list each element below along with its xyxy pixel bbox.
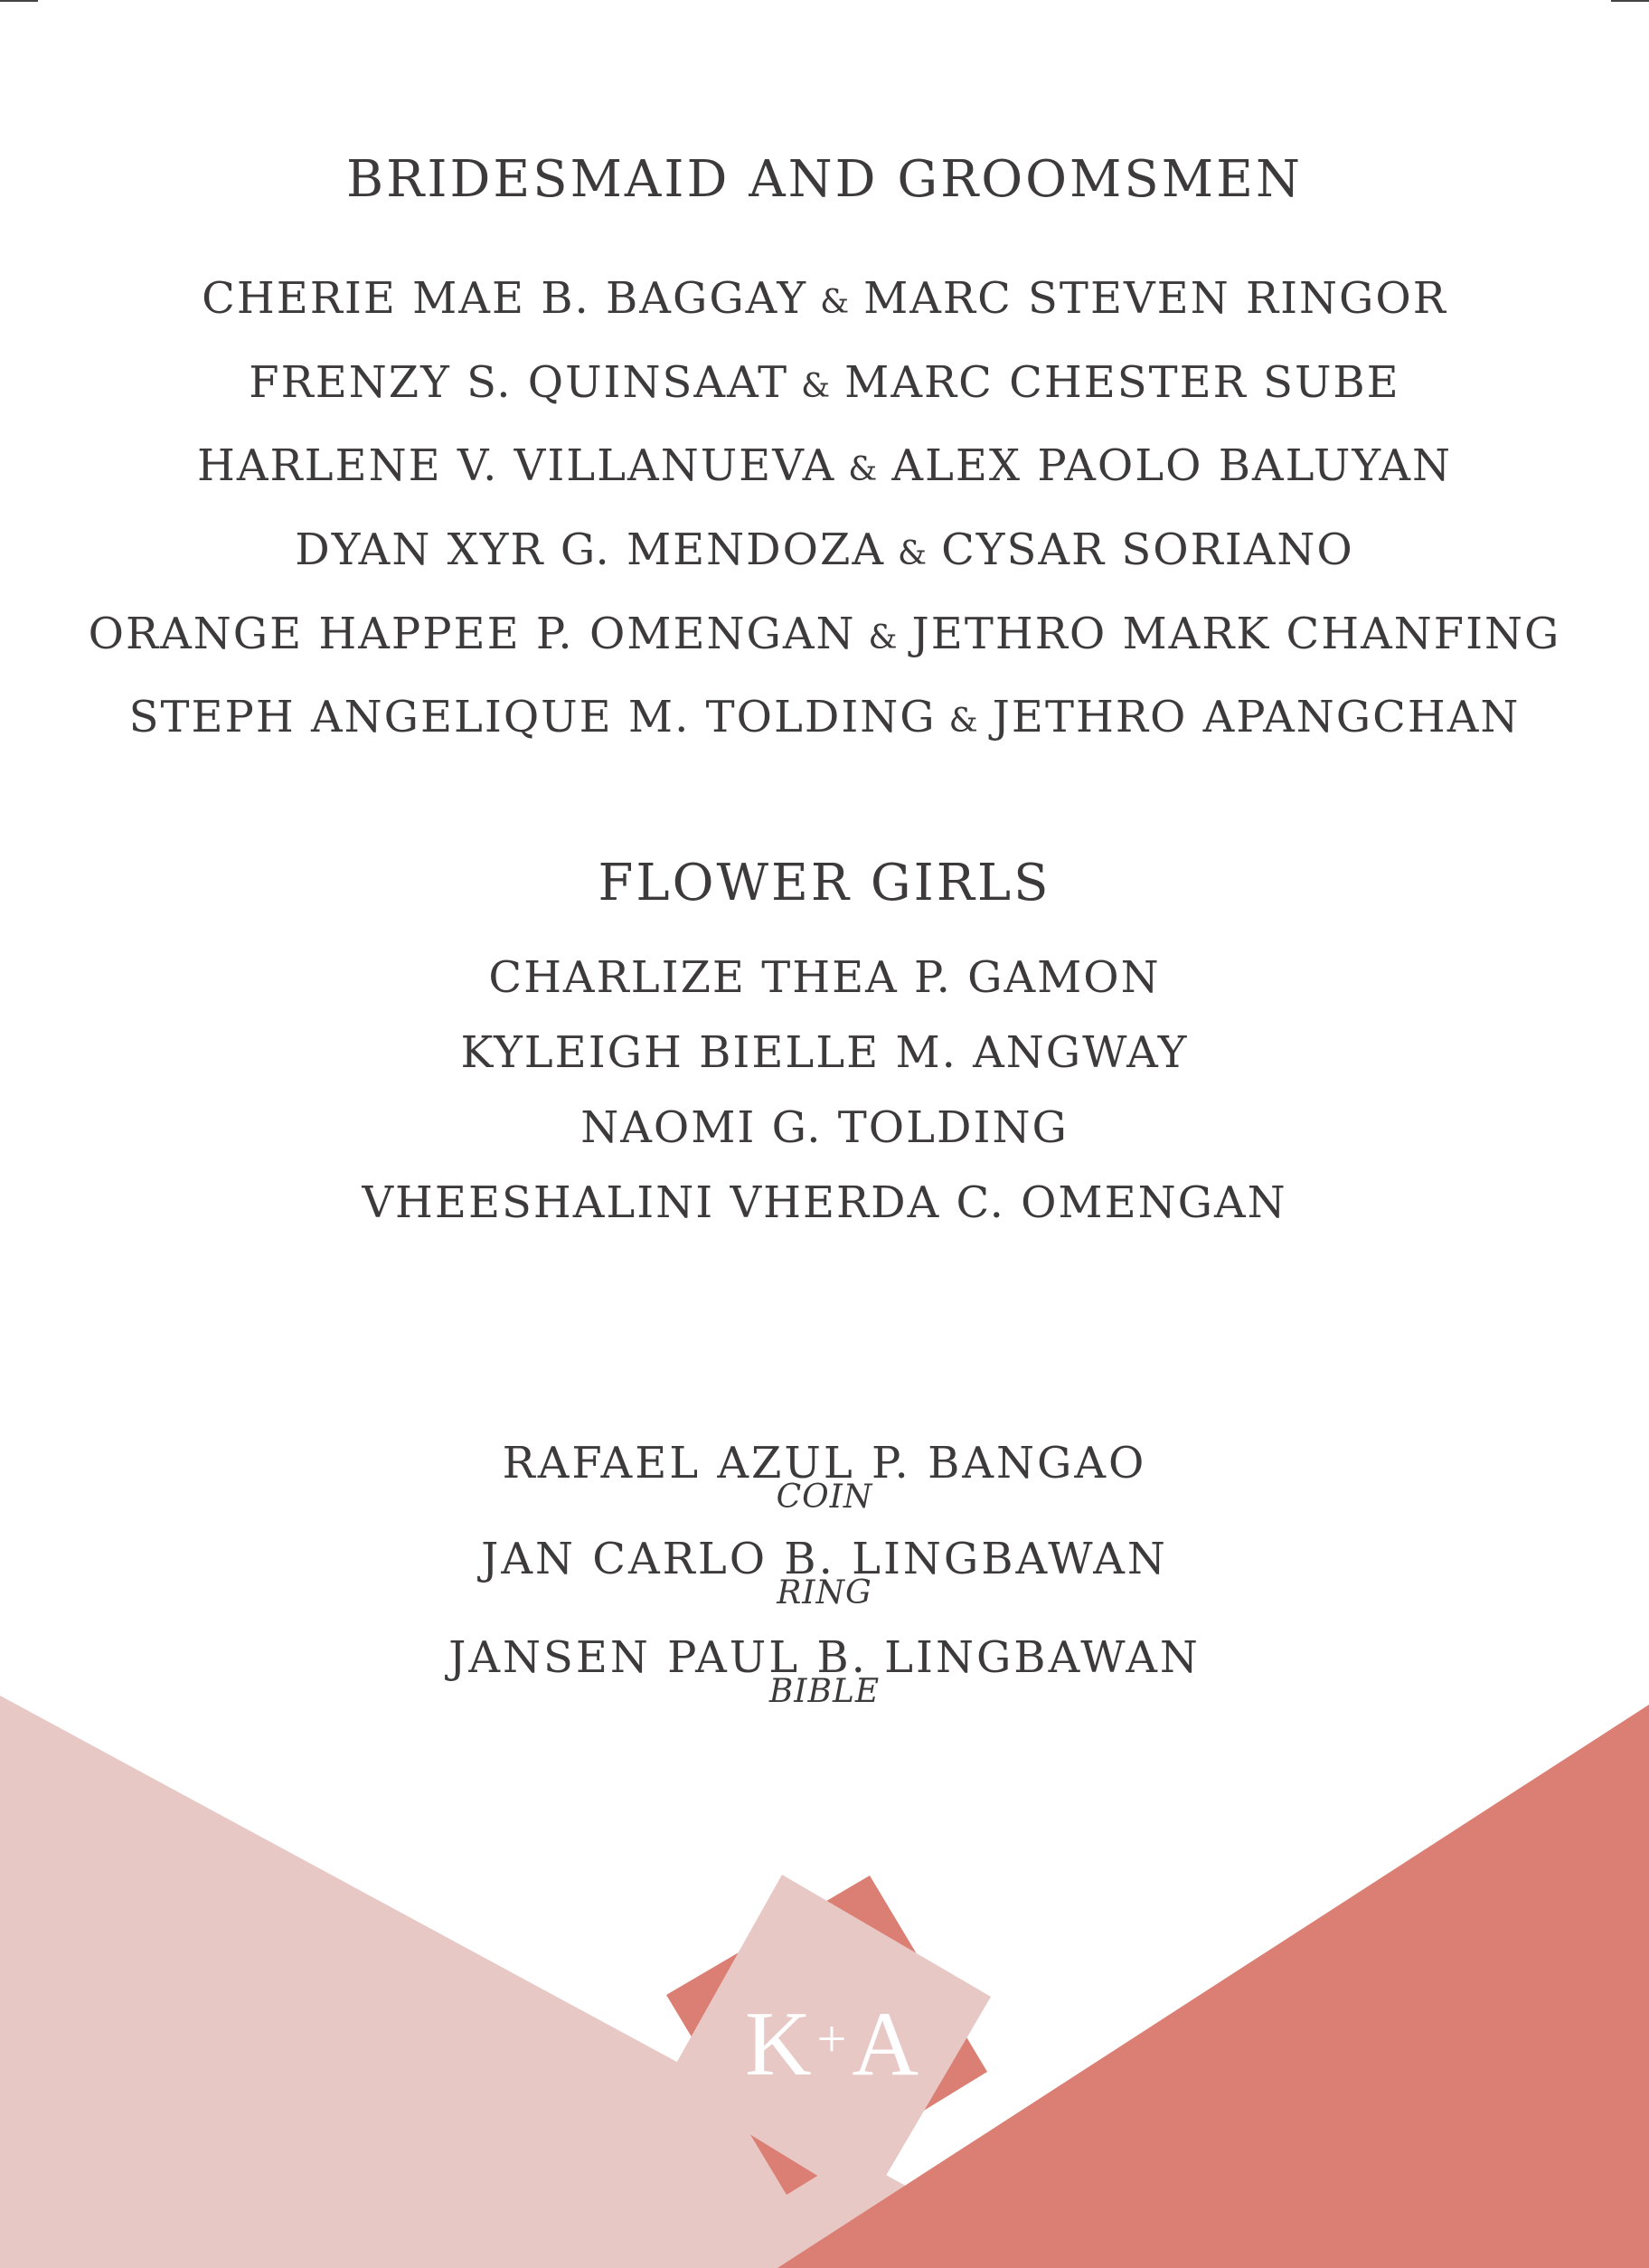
flower-girl-name: NAOMI G. TOLDING [580,1102,1069,1153]
bridesmaid-name: FRENZY S. QUINSAAT [249,356,789,408]
bridesmaid-name: ORANGE HAPPEE P. OMENGAN [88,608,856,659]
flower-girl-name: VHEESHALINI VHERDA C. OMENGAN [362,1177,1287,1228]
ampersand: & [801,367,833,405]
bridesmaid-name: HARLENE V. VILLANUEVA [197,440,836,492]
monogram-initial-right: A [852,1993,919,2095]
bearer-role: BIBLE [768,1673,881,1710]
groomsman-name: MARC CHESTER SUBE [844,356,1400,408]
ampersand: & [868,619,900,657]
bearer-role: COIN [776,1479,873,1516]
groomsman-name: JETHRO APANGCHAN [992,692,1521,743]
ampersand: & [820,284,852,321]
bridesmaid-name: STEPH ANGELIQUE M. TOLDING [128,692,937,743]
bearer-name: JAN CARLO B. LINGBAWAN [481,1534,1168,1584]
groomsman-name: MARC STEVEN RINGOR [863,273,1447,324]
groomsman-name: ALEX PAOLO BALUYAN [891,440,1452,492]
flower-girl-name: KYLEIGH BIELLE M. ANGWAY [460,1027,1189,1078]
bridesmaids-groomsmen-title: BRIDESMAID AND GROOMSMEN [346,150,1303,209]
bridesmaid-name: DYAN XYR G. MENDOZA [295,524,886,576]
monogram-plus: + [816,2009,847,2068]
bearer-role: RING [777,1574,872,1611]
flower-girls-title: FLOWER GIRLS [598,854,1051,912]
monogram-initial-left: K [744,1993,812,2095]
bridesmaid-name: CHERIE MAE B. BAGGAY [202,273,808,324]
bearer-name: RAFAEL AZUL P. BANGAO [502,1438,1147,1488]
flower-girl-name: CHARLIZE THEA P. GAMON [488,952,1161,1003]
monogram [714,1980,949,2103]
ampersand: & [848,451,880,489]
groomsman-name: CYSAR SORIANO [941,524,1354,576]
groomsman-name: JETHRO MARK CHANFING [911,608,1561,659]
ampersand: & [948,703,980,741]
bearer-name: JANSEN PAUL B. LINGBAWAN [448,1632,1201,1683]
ampersand: & [898,535,929,573]
